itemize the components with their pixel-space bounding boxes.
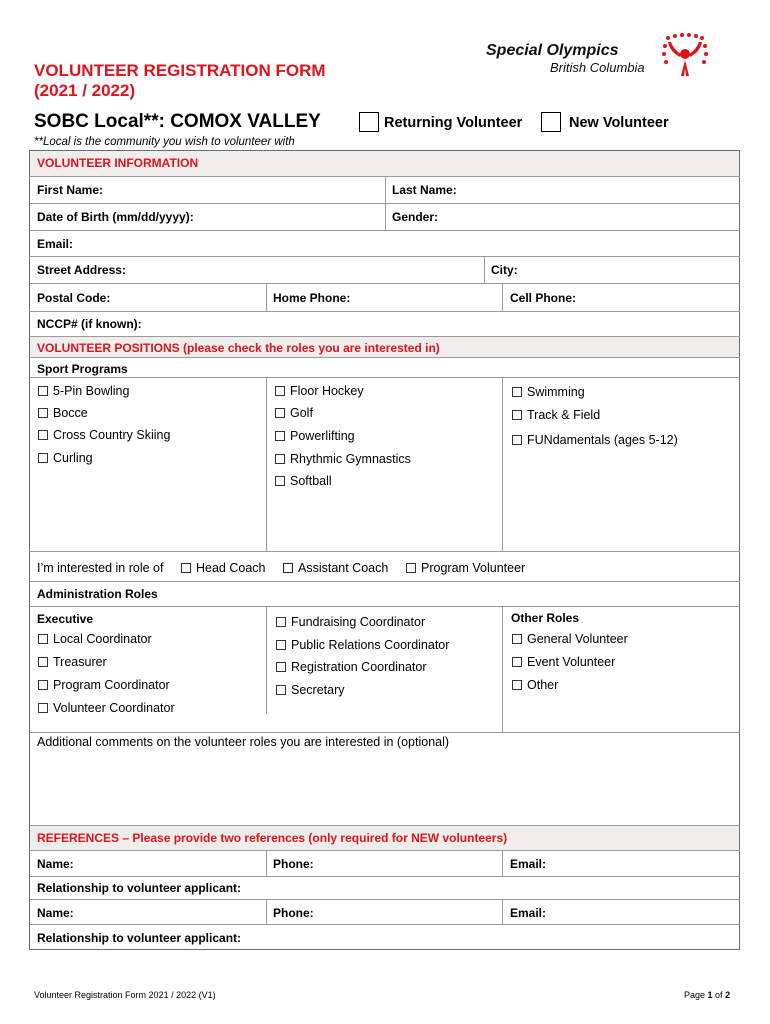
sport-powerlifting-checkbox[interactable]: Powerlifting [275, 429, 355, 443]
section-references: REFERENCES – Please provide two references (only required for NEW volunteers) [30, 826, 739, 850]
email-field[interactable]: Email: [37, 237, 74, 251]
section-volunteer-information: VOLUNTEER INFORMATION [30, 151, 739, 176]
fundraising-coordinator-checkbox[interactable]: Fundraising Coordinator [276, 615, 425, 629]
sport-swimming-checkbox[interactable]: Swimming [512, 385, 585, 399]
administration-roles-label: Administration Roles [37, 587, 158, 601]
sport-track-field-checkbox[interactable]: Track & Field [512, 408, 600, 422]
sport-programs-label: Sport Programs [37, 362, 128, 376]
sport-golf-checkbox[interactable]: Golf [275, 406, 313, 420]
new-volunteer-label: New Volunteer [569, 115, 669, 131]
form-title: VOLUNTEER REGISTRATION FORM [34, 61, 326, 80]
sport-softball-checkbox[interactable]: Softball [275, 474, 332, 488]
head-coach-checkbox[interactable]: Head Coach [181, 561, 266, 575]
role-interest-label: I’m interested in role of [37, 561, 164, 575]
volunteer-coordinator-checkbox[interactable]: Volunteer Coordinator [38, 701, 175, 715]
footer-page-number: Page 1 of 2 [684, 990, 731, 1000]
home-phone-field[interactable]: Home Phone: [273, 291, 351, 305]
program-volunteer-checkbox[interactable]: Program Volunteer [406, 561, 525, 575]
form-year: (2021 / 2022) [34, 81, 136, 100]
gender-field[interactable]: Gender: [392, 210, 439, 224]
event-volunteer-checkbox[interactable]: Event Volunteer [512, 655, 615, 669]
logo-line2: British Columbia [550, 60, 645, 75]
secretary-checkbox[interactable]: Secretary [276, 683, 345, 697]
executive-label: Executive [37, 612, 94, 626]
assistant-coach-checkbox[interactable]: Assistant Coach [283, 561, 388, 575]
registration-coordinator-checkbox[interactable]: Registration Coordinator [276, 660, 427, 674]
sport-rhythmic-gymnastics-checkbox[interactable]: Rhythmic Gymnastics [275, 452, 411, 466]
street-address-field[interactable]: Street Address: [37, 263, 126, 277]
sport-cross-country-skiing-checkbox[interactable]: Cross Country Skiing [38, 428, 170, 442]
postal-code-field[interactable]: Postal Code: [37, 291, 111, 305]
cell-phone-field[interactable]: Cell Phone: [510, 291, 577, 305]
reference2-relationship-field[interactable]: Relationship to volunteer applicant: [37, 931, 242, 945]
reference1-name-field[interactable]: Name: [37, 857, 74, 871]
last-name-field[interactable]: Last Name: [392, 183, 457, 197]
logo-line1: Special Olympics [486, 42, 619, 59]
reference2-email-field[interactable]: Email: [510, 906, 547, 920]
local-coordinator-checkbox[interactable]: Local Coordinator [38, 632, 152, 646]
section-volunteer-positions: VOLUNTEER POSITIONS (please check the roles you are interested in) [30, 337, 739, 357]
reference1-email-field[interactable]: Email: [510, 857, 547, 871]
new-volunteer-checkbox[interactable] [541, 112, 561, 132]
city-field[interactable]: City: [491, 263, 518, 277]
general-volunteer-checkbox[interactable]: General Volunteer [512, 632, 628, 646]
public-relations-coordinator-checkbox[interactable]: Public Relations Coordinator [276, 638, 449, 652]
sport-bocce-checkbox[interactable]: Bocce [38, 406, 88, 420]
sport-curling-checkbox[interactable]: Curling [38, 451, 93, 465]
additional-comments-field[interactable]: Additional comments on the volunteer roles you are interested in (optional) [37, 735, 450, 749]
reference2-phone-field[interactable]: Phone: [273, 906, 314, 920]
treasurer-checkbox[interactable]: Treasurer [38, 655, 107, 669]
sport-fundamentals-checkbox[interactable]: FUNdamentals (ages 5-12) [512, 433, 678, 447]
local-label: SOBC Local**: COMOX VALLEY [34, 111, 321, 132]
program-coordinator-checkbox[interactable]: Program Coordinator [38, 678, 170, 692]
footer-form-version: Volunteer Registration Form 2021 / 2022 (V1) [34, 990, 216, 1000]
special-olympics-emblem-icon [660, 32, 710, 82]
other-role-checkbox[interactable]: Other [512, 678, 558, 692]
returning-volunteer-checkbox[interactable] [359, 112, 379, 132]
nccp-field[interactable]: NCCP# (if known): [37, 317, 142, 331]
sport-5pin-bowling-checkbox[interactable]: 5-Pin Bowling [38, 384, 129, 398]
reference2-name-field[interactable]: Name: [37, 906, 74, 920]
first-name-field[interactable]: First Name: [37, 183, 104, 197]
returning-volunteer-label: Returning Volunteer [384, 115, 523, 131]
local-note: **Local is the community you wish to volunteer with [34, 136, 295, 148]
reference1-phone-field[interactable]: Phone: [273, 857, 314, 871]
sport-floor-hockey-checkbox[interactable]: Floor Hockey [275, 384, 364, 398]
dob-field[interactable]: Date of Birth (mm/dd/yyyy): [37, 210, 194, 224]
reference1-relationship-field[interactable]: Relationship to volunteer applicant: [37, 881, 242, 895]
other-roles-label: Other Roles [511, 611, 580, 625]
